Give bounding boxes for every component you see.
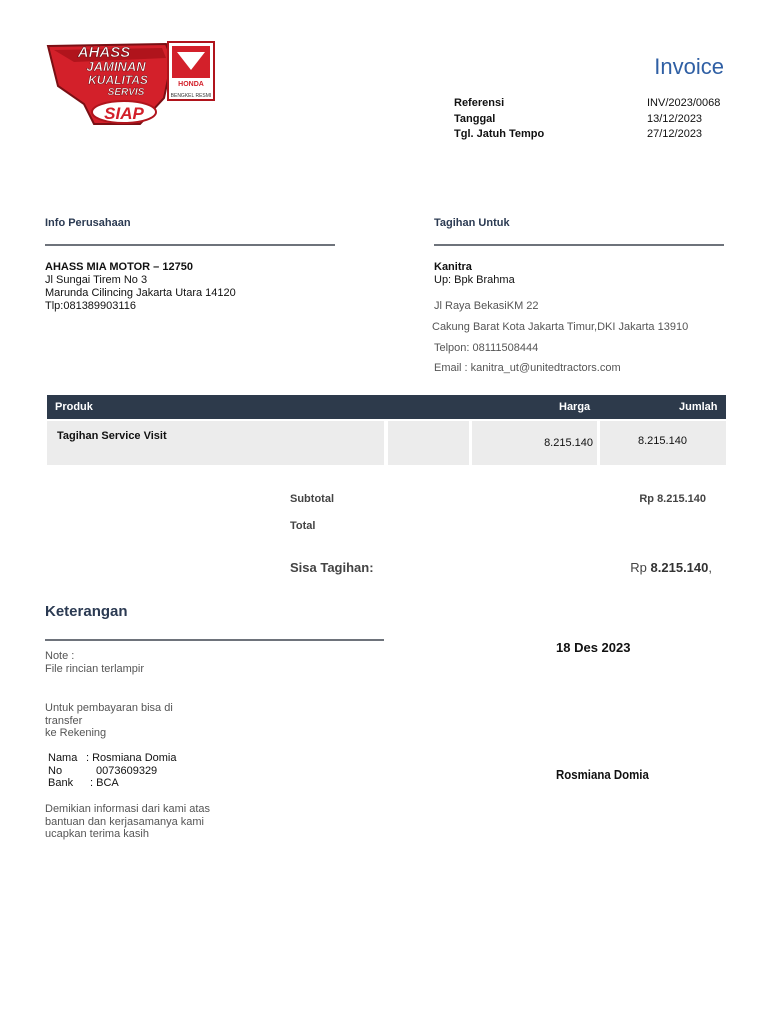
company-heading: Info Perusahaan — [45, 217, 131, 229]
invoice-title: Invoice — [654, 54, 724, 79]
notes-heading: Keterangan — [45, 603, 128, 620]
company-name: AHASS MIA MOTOR – 12750 — [45, 261, 193, 273]
payment-line3: ke Rekening — [45, 727, 107, 739]
ahass-logo — [44, 40, 216, 126]
payment-instructions — [45, 702, 173, 740]
signature-name: Rosmiana Domia — [556, 767, 649, 782]
logo-line3: KUALITAS — [88, 73, 148, 87]
cell-product — [47, 421, 384, 465]
closing-line3: ucapkan terima kasih — [45, 828, 149, 840]
cell-amount — [600, 421, 726, 465]
col-amount-header: Jumlah — [679, 401, 718, 413]
logo-brand: HONDA — [178, 81, 204, 88]
payment-line1: Untuk pembayaran bisa di — [45, 702, 173, 714]
billto-phone: Telpon: 08111508444 — [434, 342, 539, 354]
bank-no-value: 0073609329 — [96, 764, 158, 777]
bank-details — [48, 752, 176, 790]
logo-badge: BENGKEL RESMI — [170, 93, 212, 99]
logo-line1: AHASS — [77, 44, 131, 61]
company-divider — [45, 244, 335, 246]
logo-line5: SIAP — [104, 104, 144, 123]
billto-heading: Tagihan Untuk — [434, 217, 510, 229]
total-label: Total — [290, 520, 316, 532]
meta-row-due-date — [454, 127, 734, 143]
closing-text — [45, 803, 210, 841]
balance-prefix: Rp — [630, 560, 651, 575]
logo-line4: SERVIS — [107, 87, 145, 98]
closing-line1: Demikian informasi dari kami atas — [45, 803, 211, 815]
billto-address1: Jl Raya BekasiKM 22 — [434, 300, 539, 312]
bank-value: : BCA — [90, 777, 119, 789]
billto-divider — [434, 244, 724, 246]
meta-label: Tanggal — [454, 112, 496, 125]
billto-attn: Up: Bpk Brahma — [434, 274, 515, 286]
meta-row-reference — [454, 96, 734, 112]
note-block — [45, 650, 144, 676]
billto-email: Email : kanitra_ut@unitedtractors.com — [434, 362, 621, 374]
row-price: 8.215.140 — [544, 437, 593, 449]
cell-price — [472, 421, 597, 465]
bank-no-label: No — [48, 764, 63, 777]
balance-amount — [560, 560, 712, 575]
col-product-header: Produk — [55, 401, 93, 413]
note-text: File rincian terlampir — [45, 663, 145, 675]
cell-blank — [388, 421, 469, 465]
table-row — [47, 421, 726, 466]
notes-divider — [45, 639, 384, 641]
company-phone: Tlp:081389903116 — [45, 300, 136, 312]
row-amount: 8.215.140 — [638, 435, 687, 447]
bank-label: Bank — [48, 777, 74, 789]
closing-line2: bantuan dan kerjasamanya kami — [45, 815, 204, 828]
subtotal-value: Rp 8.215.140 — [639, 493, 706, 505]
note-label: Note : — [45, 650, 75, 662]
logo-line2: JAMINAN — [86, 59, 146, 74]
subtotal-label: Subtotal — [290, 493, 334, 505]
billto-head-block — [434, 261, 734, 287]
meta-label: Referensi — [454, 97, 505, 109]
bank-row — [48, 777, 176, 790]
company-address2: Marunda Cilincing Jakarta Utara 14120 — [45, 287, 236, 299]
billto-name: Kanitra — [434, 261, 472, 273]
payment-line2: transfer — [45, 714, 83, 727]
balance-suffix: , — [708, 560, 712, 575]
ahass-logo-graphic — [44, 40, 216, 126]
meta-value: 27/12/2023 — [647, 128, 703, 140]
meta-value: INV/2023/0068 — [647, 97, 721, 109]
balance-label: Sisa Tagihan: — [290, 560, 374, 575]
signature-date: 18 Des 2023 — [556, 640, 631, 655]
balance-value: 8.215.140 — [650, 560, 709, 575]
invoice-meta — [454, 96, 734, 143]
bank-no-row — [48, 765, 176, 778]
col-price-header: Harga — [559, 401, 591, 413]
bank-name-value: : Rosmiana Domia — [86, 752, 177, 764]
company-address1: Jl Sungai Tirem No 3 — [45, 274, 148, 286]
bank-name-label: Nama — [48, 752, 78, 764]
items-table-header — [47, 395, 726, 419]
bank-name-row — [48, 752, 176, 765]
meta-label: Tgl. Jatuh Tempo — [454, 128, 545, 140]
row-product: Tagihan Service Visit — [57, 430, 167, 442]
meta-row-date — [454, 112, 734, 128]
billto-address2: Cakung Barat Kota Jakarta Timur,DKI Jakarta 13910 — [432, 321, 689, 333]
company-block — [45, 261, 345, 313]
meta-value: 13/12/2023 — [647, 112, 703, 125]
